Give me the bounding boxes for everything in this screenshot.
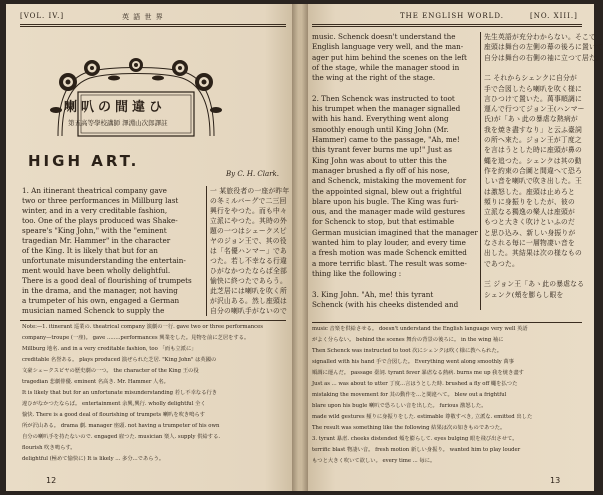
japanese-line: しい音を喇叭で吹き出した。王 [484, 177, 582, 186]
english-line: too. One of the plays produced was Shake- [22, 216, 178, 225]
english-line: the appointed signal, blew out a frightful [312, 186, 462, 196]
note-line: 所が沢山ある。 drama 劇. manager 座頭. not having a trumpeter of his own [22, 423, 220, 429]
english-line: ager put him behind the scenes on the left [312, 52, 467, 62]
english-line: King John was about to utter this the [312, 155, 447, 165]
japanese-line: であつた。 [484, 259, 519, 268]
note-line: The result was something like the following 結果は次の如きものであつた。 [312, 425, 506, 431]
article-byline: By C. H. Clark. [226, 170, 280, 178]
note-line: creditable 名誉ある。 plays produced 演ぜられた芝居. "King John" は英國の [22, 357, 217, 363]
english-line: unfortunate misunderstanding the entertain- [22, 256, 186, 265]
english-line: 3. King John. "Ah, me! this tyrant [312, 289, 434, 299]
note-line: made wild gestures 頻りに身振りをした. estimable 尊敬すべき, 立派な. emitted 出した [312, 414, 533, 420]
english-line: 2. Then Schenck was instructed to toot [312, 93, 455, 103]
japanese-line: 作を約束の合圖と間違へて恐ろ [484, 166, 582, 175]
note-line: Note:—1. itinerant 巡業の. theatrical company 演劇の一行. gave two or three performances [22, 324, 263, 330]
japanese-line: は「名優ハンマー」であ [210, 247, 287, 255]
japanese-line: 三 ジョン王「あゝ此の暴虐なる [484, 280, 585, 289]
english-line: manager brushed a fly off of his nose, [312, 165, 450, 175]
right-notes-rule [312, 322, 582, 323]
left-header-rule [20, 24, 286, 25]
left-header-rule-thin [20, 26, 286, 27]
japanese-line: つた。若し不幸なる行違 [210, 257, 287, 265]
book-spread [6, 4, 603, 491]
english-line: English language very well, and the man- [312, 42, 464, 52]
left-running-title: 英 語 世 界 [122, 13, 164, 21]
english-line: the wing at the right of the stage. [312, 73, 436, 83]
english-line: blare upon his bugle. The King was furi- [312, 196, 459, 206]
english-line: Hammer) came to the passage, "Ah, me! [312, 135, 460, 144]
english-line: Schenck (with his cheeks distended and [312, 299, 459, 309]
japanese-line: を言はうとした時に座頭が鼻の [484, 146, 582, 155]
japanese-line: 蠅を追つた。シェンクは其の動 [484, 156, 582, 165]
english-line: and Schenck, mistaking the movement for [312, 176, 467, 186]
japanese-line: 愉快に終つたであらう。 [210, 277, 287, 285]
japanese-line: は激怒した。座頭は止めろと [484, 187, 575, 196]
japanese-line: 此芝居には喇叭を吹く所 [210, 287, 287, 295]
japanese-line: 氏)が「あゝ此の暴虐な熱病が [484, 115, 578, 124]
note-line: 3. tyrant 暴虐. cheeks distended 頬を膨らして. eyes bulging 眼を飛び出させて。 [312, 436, 518, 442]
japanese-line: 題の一つはシェークスピ [210, 227, 287, 235]
left-notes-rule [20, 320, 286, 321]
english-line: winter, and in a very creditable fashion, [22, 206, 168, 215]
japanese-line: なされる毎に一層物凄い音を [484, 239, 575, 247]
english-line: There is a good deal of flourishing of trumpets [22, 276, 192, 285]
english-line: a trumpeter of his own, engaged a German [22, 296, 180, 305]
japanese-line: 興行をやつた。而も中々 [210, 207, 287, 215]
left-page-number: 12 [46, 476, 57, 485]
column-divider [206, 186, 207, 316]
note-line: 順調に運んだ。 passage 臺詞. tyrant fever 暴虐なる熱病. burns me up 我を焼き盡す [312, 370, 524, 376]
right-page-number: 13 [550, 476, 561, 485]
japanese-line: ヤのジョン王で、其の役 [210, 237, 287, 245]
note-line: music 音楽を供給させる。 doesn't understand the English language very well 英語 [312, 326, 528, 332]
left-page [6, 4, 300, 491]
note-line: delightful (極めて愉快に) It is likely ... 多分...であらう。 [22, 456, 165, 462]
english-line: two or three performances in Millburg last [22, 196, 179, 205]
english-line: wanted him to play louder, and every time [312, 238, 466, 247]
english-line: tragedian Mr. Hammer" in the character [22, 236, 171, 245]
banner-subtitle: 第五高等學校講師 澤淵山次郎譯註 [68, 119, 168, 127]
note-line: 文豪シェークスピヤの歴史劇の一つ。 the character of the King 王の役 [22, 368, 199, 374]
note-line: もつと大きく吹いて欲しい。 every time ... 毎に。 [312, 458, 436, 464]
english-line: a fresh motion was made Schenck emitted [312, 248, 467, 258]
japanese-line: の冬ミルバーグで二三回 [210, 197, 287, 205]
left-volume-label: [VOL. IV.] [20, 12, 65, 20]
japanese-line: 運んで行つてジョン王(ハンマー [484, 105, 585, 114]
english-line: ous, and the manager made wild gestures [312, 207, 465, 217]
english-line: with his hand. Everything went along [312, 114, 449, 124]
right-header-rule-thin [312, 26, 582, 27]
note-line: blare upon his bugle 喇叭で恐ろしい音を出した。 furious 激怒した。 [312, 403, 487, 409]
article-title: HIGH ART. [28, 152, 140, 170]
english-line: of the stage, while the manager stood in [312, 62, 460, 72]
note-line: It is likely that but for an unfortunate misunderstanding 若し不幸なる行き [22, 390, 218, 396]
right-number-label: [NO. XIII.] [530, 12, 578, 20]
right-column-divider [480, 32, 481, 310]
note-line: Millburg 地名. and in a very creditable fashion, too 「而も立派に」 [22, 346, 197, 352]
japanese-line: の所へ來た。ジョン王が丁度之 [484, 136, 582, 144]
english-line: ment would have been wholly delightful. [22, 266, 171, 275]
japanese-line: ひがなかつたならば全部 [210, 267, 287, 275]
right-page [300, 4, 603, 491]
japanese-line: 一 某旅役者の一座が昨年 [210, 187, 290, 195]
note-line: 違ひがなかつたならば。 entertainment 余興,興行. wholly delightful 全く [22, 401, 206, 407]
english-line: a more terrific blast. The result was some- [312, 258, 467, 268]
japanese-line: もつと大きく吹けといふのだ [484, 218, 575, 227]
japanese-line: 座頭は舞台の左側の幕の後ろに置いて [484, 43, 603, 52]
note-line: signalled with his hand 手で合図した。 Everything went along smoothly 萬事 [312, 359, 515, 365]
english-line: of the King. It is likely that but for an [22, 246, 158, 255]
english-line: smoothly enough until King John (Mr. [312, 124, 449, 134]
english-line: his trumpet when the manager signalled [312, 104, 461, 114]
note-line: Then Schenck was instructed to toot 次にシェンクは吹く様に教へられた。 [312, 348, 503, 354]
japanese-line: 立派なる獨逸の樂人は座頭が [484, 208, 575, 217]
english-line: thing like the following : [312, 268, 402, 278]
english-line: music. Schenck doesn't understand the [312, 32, 456, 41]
english-line: in the drama, and the manager, not having [22, 286, 178, 295]
right-running-title: THE ENGLISH WORLD. [400, 12, 504, 20]
english-line: musician named Schenck to supply the [22, 306, 165, 315]
english-line: this tyrant fever burns me up!" Just as [312, 145, 452, 155]
note-line: company—troupe (一座)。 gave ........performances 興業をした。見物を前に芝居をする。 [22, 335, 250, 341]
note-line: がよく分らない。 behind the scenes 舞台の背景の後ろに。 in the wing 袖に [312, 337, 504, 343]
japanese-line: 先生英語が充分わからない。そこで [484, 33, 596, 41]
japanese-line: シェンク(頬を膨らし眼を [484, 290, 564, 299]
note-line: terrific blast 物凄い音。 fresh motion 新しい身振り。 wanted him to play louder [312, 447, 521, 453]
japanese-line: 頻りに身振りをしたが、彼の [484, 197, 575, 206]
english-line: German musician imagined that the manager [312, 227, 478, 237]
japanese-line: 立派にやつた。其時の外 [210, 217, 287, 225]
note-line: Just as ... was about to utter 丁度...言はうとした時. brushed a fly off 蠅を払つた [312, 381, 518, 387]
english-line: 1. An itinerant theatrical company gave [22, 186, 167, 195]
note-line: 自分の喇叭手を持たないので. engaged 雇つた. musician 楽人. supply 供給する. [22, 434, 221, 440]
japanese-line: 出した。其結果は次の様なもの [484, 249, 582, 258]
english-line: speare's "King John," with the "eminent [22, 226, 167, 235]
japanese-line: 我を焼き盡すなり」と云ふ臺詞 [484, 125, 582, 134]
english-line: for Schenck to stop, but that estimable [312, 217, 455, 227]
note-line: tragedian 悲劇俳優. eminent 名高き. Mr. Hammer 人名。 [22, 379, 169, 385]
banner-title: 喇叭の間違ひ [64, 100, 167, 115]
japanese-line: と思ひ込み、新しい身振りが [484, 228, 576, 237]
japanese-line: 手で合図したら喇叭を吹く様に [484, 84, 582, 93]
japanese-line: が沢山ある。然し座頭は [210, 297, 287, 305]
japanese-line: 二 それからシェンクに自分が [484, 74, 578, 83]
note-line: 愉快. There is a good deal of flourishing of trumpets 喇叭を吹き鳴らす [22, 412, 206, 418]
right-header-rule [312, 24, 582, 25]
japanese-line: 自分の喇叭手がないので [210, 307, 287, 315]
note-line: flourish 吹き鳴らす。 [22, 445, 76, 451]
japanese-line: 自分は舞台の右側の袖に立つて居た。 [484, 53, 603, 62]
note-line: mistaking the movement for 其の動作を...と間違へて。 blew out a frightful [312, 392, 507, 398]
japanese-line: 言ひつけて置いた。萬事順調に [484, 94, 582, 103]
